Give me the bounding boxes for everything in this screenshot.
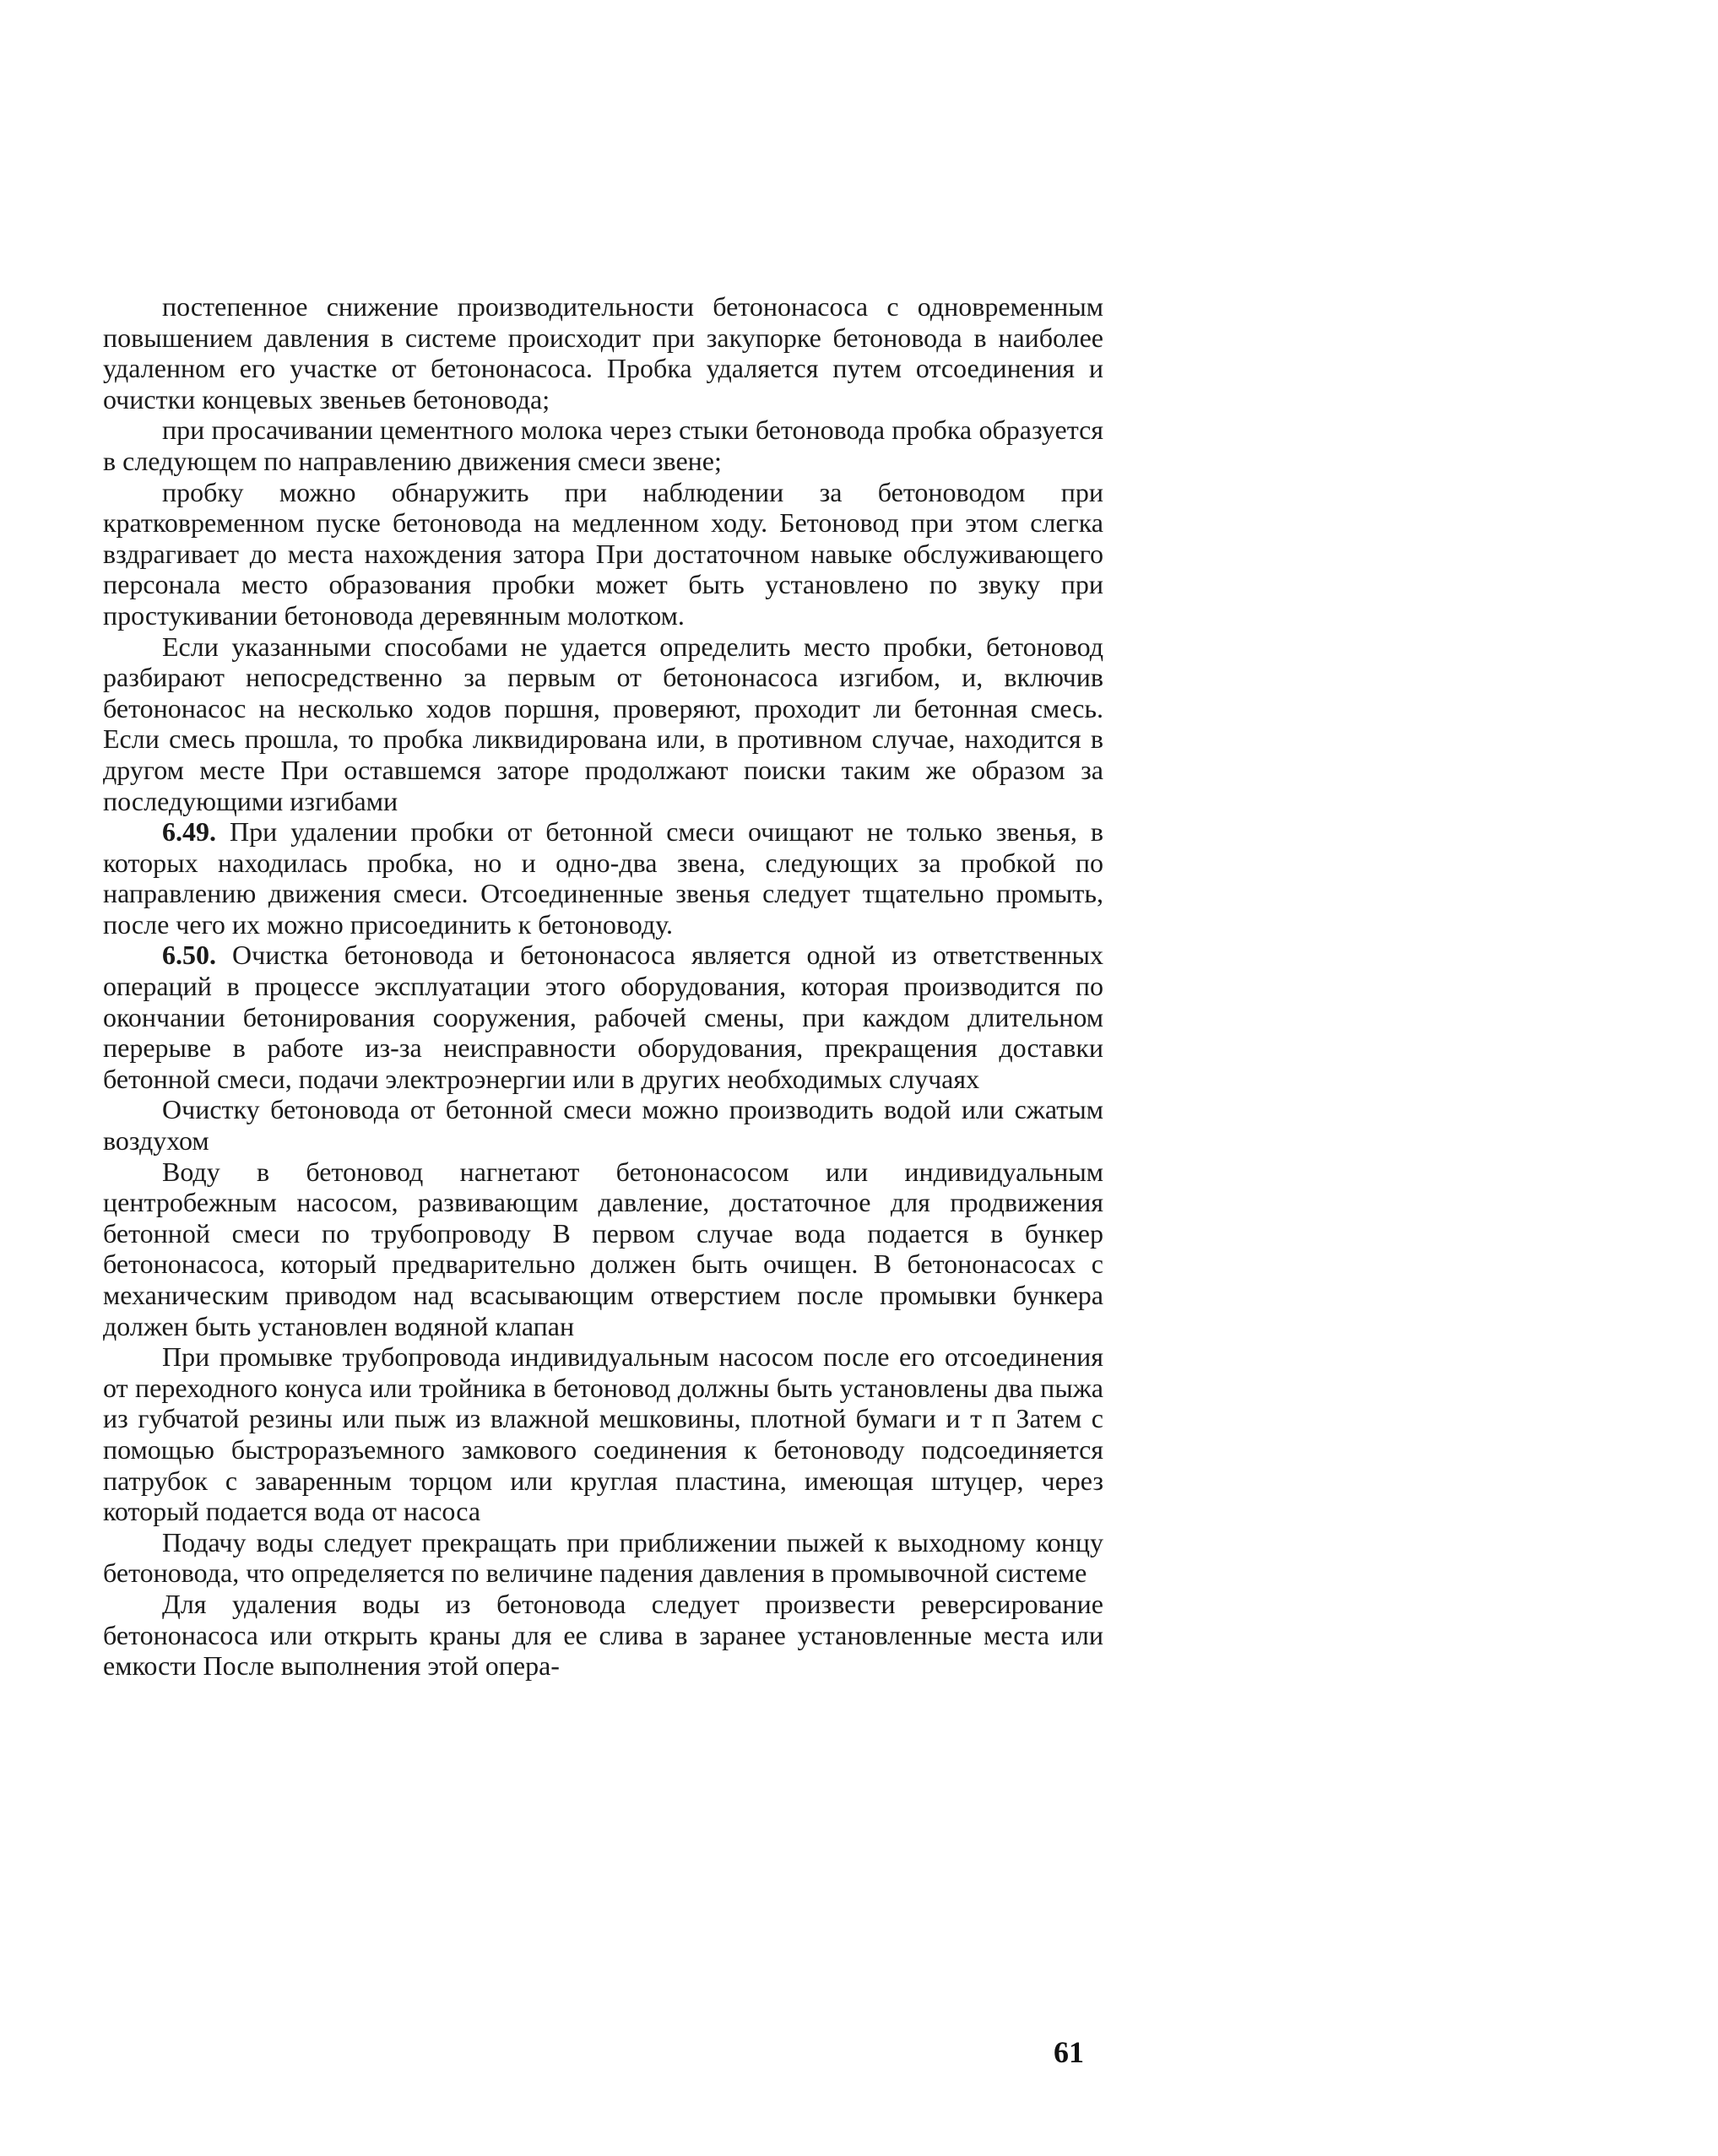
paragraph-text: Очистка бетоновода и бетононасоса является одной из ответственных операций в процессе эксплуатации этого оборудования, которая производится по окончании бетонирования сооружения, рабочей смены, при каждом длительном перерыве в работе из-за неисправности оборудования, прекращения доставки бетонной смеси, подачи электроэнергии или в других необходимых случаях xyxy=(103,940,1104,1094)
paragraph: Если указанными способами не удается определить место пробки, бетоновод разбирают непосредственно за первым от бетононасоса изгибом, и, включив бетононасос на несколько ходов поршня, проверяют, проходит ли бетонная смесь. Если смесь прошла, то пробка ликвидирована или, в противном случае, находится в другом месте При оставшемся заторе продолжают поиски таким же образом за последующими изгибами xyxy=(103,631,1103,816)
section-number: 6.50. xyxy=(162,940,216,971)
paragraph: пробку можно обнаружить при наблюдении за бетоноводом при кратковременном пуске бетоновода на медленном ходу. Бетоновод при этом слегка вздрагивает до места нахождения затора При достаточном навыке обслуживающего персонала место образования пробки может быть установлено по звуку при простукивании бетоновода деревянным молотком. xyxy=(103,476,1103,631)
numbered-paragraph xyxy=(103,940,1103,1094)
section-number: 6.49. xyxy=(162,816,216,848)
paragraph: Воду в бетоновод нагнетают бетононасосом или индивидуальным центробежным насосом, развивающим давление, достаточное для продвижения бетонной смеси по трубопроводу В первом случае вода подается в бункер бетононасоса, который предварительно должен быть очищен. В бетононасосах с механическим приводом над всасывающим отверстием после промывки бункера должен быть установлен водяной клапан xyxy=(103,1156,1103,1341)
paragraph: Очистку бетоновода от бетонной смеси можно производить водой или сжатым воздухом xyxy=(103,1094,1103,1157)
paragraph: Подачу воды следует прекращать при приближении пыжей к выходному концу бетоновода, что определяется по величине падения давления в промывочной системе xyxy=(103,1526,1103,1589)
body-text xyxy=(103,291,1103,1682)
page-number: 61 xyxy=(1054,2035,1084,2069)
paragraph: при просачивании цементного молока через стыки бетоновода пробка образуется в следующем по направлению движения смеси звене; xyxy=(103,414,1103,476)
paragraph: Для удаления воды из бетоновода следует произвести реверсирование бетононасоса или открыть краны для ее слива в заранее установленные места или емкости После выполнения этой опера- xyxy=(103,1588,1103,1682)
paragraph: постепенное снижение производительности бетононасоса с одновременным повышением давления в системе происходит при закупорке бетоновода в наиболее удаленном его участке от бетононасоса. Пробка удаляется путем отсоединения и очистки концевых звеньев бетоновода; xyxy=(103,291,1103,414)
numbered-paragraph xyxy=(103,816,1103,940)
paragraph-text: При удалении пробки от бетонной смеси очищают не только звенья, в которых находилась пробка, но и одно-два звена, следующих за пробкой по направлению движения смеси. Отсоединенные звенья следует тщательно промыть, после чего их можно присоединить к бетоноводу. xyxy=(103,816,1104,940)
paragraph: При промывке трубопровода индивидуальным насосом после его отсоединения от переходного конуса или тройника в бетоновод должны быть установлены два пыжа из губчатой резины или пыж из влажной мешковины, плотной бумаги и т п Затем с помощью быстроразъемного замкового соединения к бетоноводу подсоединяется патрубок с заваренным торцом или круглая пластина, имеющая штуцер, через который подается вода от насоса xyxy=(103,1341,1103,1527)
